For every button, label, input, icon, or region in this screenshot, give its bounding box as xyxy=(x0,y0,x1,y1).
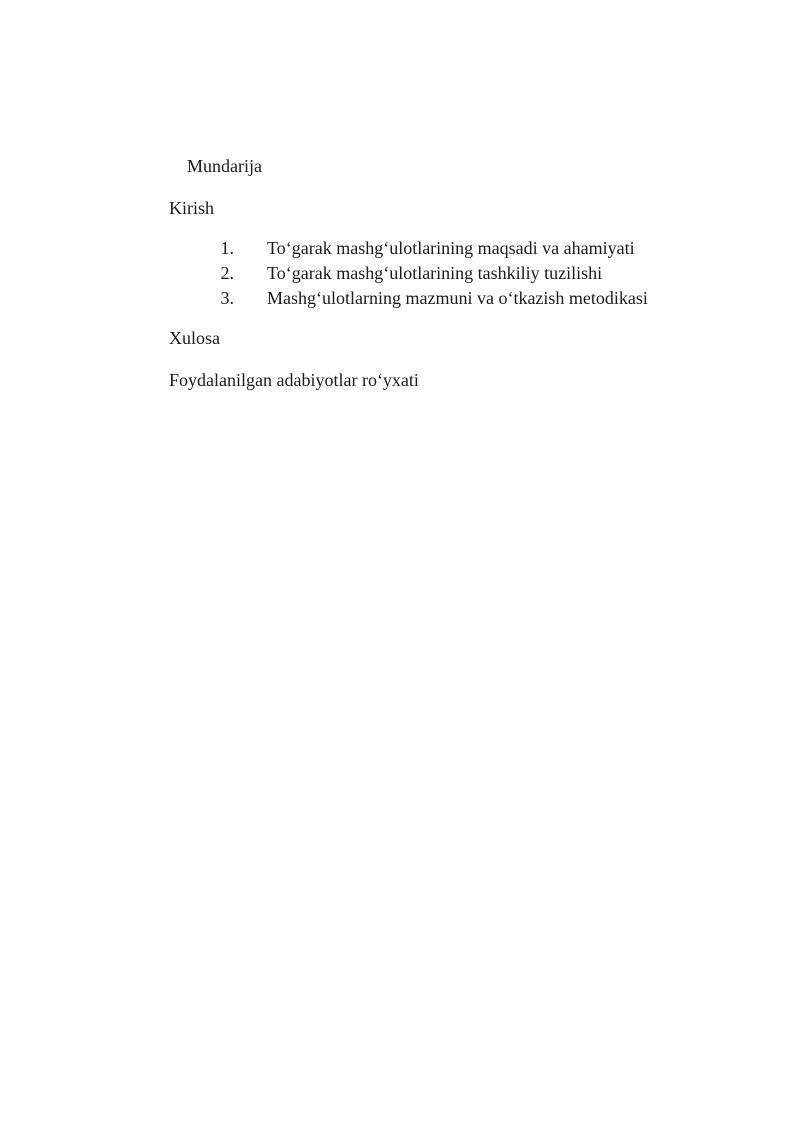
toc-title: Mundarija xyxy=(187,156,262,176)
toc-chapter-title: To‘garak mashg‘ulotlarining maqsadi va ahamiyati xyxy=(267,238,635,258)
toc-entry-references: Foydalanilgan adabiyotlar ro‘yxati xyxy=(169,370,419,390)
toc-chapter-title: To‘garak mashg‘ulotlarining tashkiliy tuzilishi xyxy=(267,263,603,283)
toc-chapter-number: 3. xyxy=(220,288,234,308)
toc-chapter-number: 2. xyxy=(220,263,234,283)
toc-entry-conclusion: Xulosa xyxy=(169,328,220,348)
toc-entry-intro: Kirish xyxy=(169,198,214,218)
toc-chapter-title: Mashg‘ulotlarning mazmuni va o‘tkazish metodikasi xyxy=(267,288,648,308)
toc-chapter-number: 1. xyxy=(220,238,234,258)
